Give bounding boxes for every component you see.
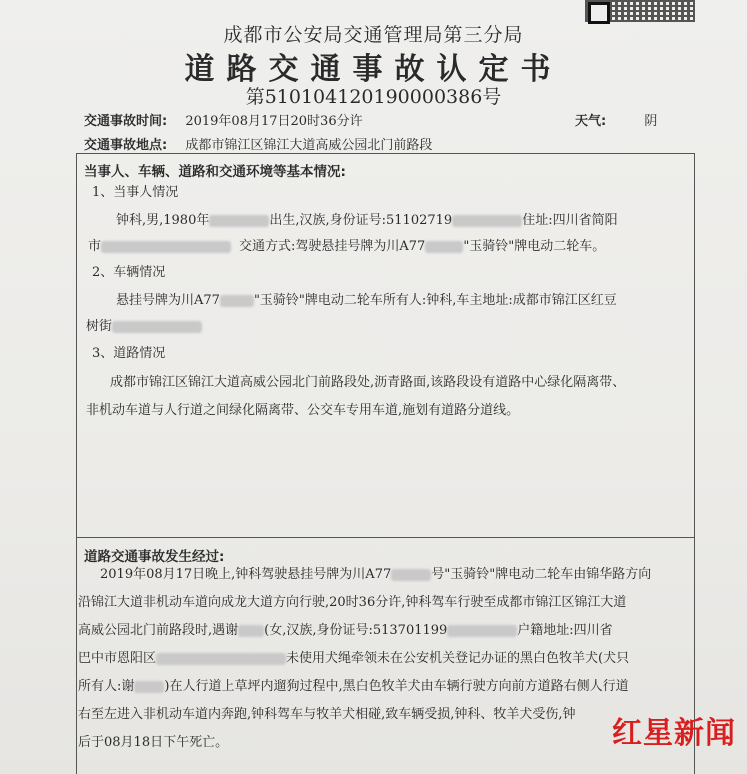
text: 所有人:谢 [78, 679, 135, 694]
text: 市 [88, 239, 102, 254]
weather-label: 天气: [575, 114, 607, 129]
text: 出生,汉族,身份证号:51102719 [269, 213, 453, 228]
section-divider [76, 537, 694, 538]
text: 住址:四川省简阳 [522, 213, 618, 228]
basic-heading: 当事人、车辆、道路和交通环境等基本情况: [84, 164, 346, 180]
redaction [101, 241, 231, 253]
text: 高威公园北门前路段时,遇谢 [78, 623, 239, 638]
weather-row [575, 110, 657, 129]
accident-line1 [100, 562, 651, 588]
redaction [156, 653, 286, 665]
sec3-title: 3、道路情况 [92, 346, 166, 361]
text: 巴中市恩阳区 [78, 651, 157, 666]
sec1-line1 [116, 208, 618, 234]
sec3-line2: 非机动车道与人行道之间绿化隔离带、公交车专用车道,施划有道路分道线。 [86, 403, 520, 418]
text: 钟科,男,1980年 [116, 213, 210, 228]
text: 树街 [86, 319, 113, 334]
text: 号"玉骑铃"牌电动二轮车由锦华路方向 [431, 567, 652, 582]
redaction [452, 215, 522, 227]
redaction [447, 625, 517, 637]
text: 户籍地址:四川省 [517, 623, 613, 638]
watermark-brand: 红星新闻 [612, 716, 736, 751]
sec1-title: 1、当事人情况 [92, 185, 179, 200]
place-label: 交通事故地点: [84, 138, 168, 153]
accident-line4 [78, 646, 629, 672]
text: "玉骑铃"牌电动二轮车。 [463, 239, 606, 254]
redaction [134, 681, 164, 693]
time-row [84, 110, 363, 129]
sec3-line1: 成都市锦江区锦江大道高威公园北门前路段处,沥青路面,该路段设有道路中心绿化隔离带、 [110, 375, 626, 390]
sec2-title: 2、车辆情况 [92, 265, 166, 280]
text: 交通方式:驾驶悬挂号牌为川A77 [239, 239, 426, 254]
table-top-border [76, 153, 694, 154]
document-number: 第510104120190000386号 [245, 86, 502, 108]
place-row [84, 134, 432, 153]
text: (女,汉族,身份证号:513701199 [264, 623, 448, 638]
text: )在人行道上草坪内遛狗过程中,黑白色牧羊犬由车辆行驶方向前方道路右侧人行道 [164, 679, 629, 694]
text: 未使用犬绳牵领未在公安机关登记办证的黑白色牧羊犬(犬只 [286, 651, 630, 666]
redaction [209, 215, 269, 227]
table-left-border [76, 153, 77, 774]
time-label: 交通事故时间: [84, 114, 168, 129]
text: 2019年08月17日晚上,钟科驾驶悬挂号牌为川A77 [100, 567, 392, 582]
table-right-border [694, 153, 695, 774]
accident-line5 [78, 674, 629, 700]
accident-line3 [78, 618, 613, 644]
accident-line7: 后于08月18日下午死亡。 [78, 735, 229, 750]
time-value: 2019年08月17日20时36分许 [185, 114, 363, 129]
sec2-line2 [86, 314, 202, 340]
accident-heading: 道路交通事故发生经过: [84, 549, 225, 565]
text: "玉骑铃"牌电动二轮车所有人:钟科,车主地址:成都市锦江区红豆 [253, 293, 617, 308]
weather-value: 阴 [644, 114, 658, 129]
watermark-logo [612, 708, 747, 774]
redaction [220, 295, 254, 307]
redaction [112, 321, 202, 333]
redaction [238, 625, 264, 637]
agency-name: 成都市公安局交通管理局第三分局 [223, 24, 524, 46]
sec1-line2 [88, 234, 605, 260]
accident-line2: 沿锦江大道非机动车道向成龙大道方向行驶,20时36分许,钟科驾车行驶至成都市锦江区锦江大道 [78, 595, 627, 610]
place-value: 成都市锦江区锦江大道高威公园北门前路段 [185, 138, 433, 153]
accident-line6: 右至左进入非机动车道内奔跑,钟科驾车与牧羊犬相碰,致车辆受损,钟科、牧羊犬受伤,钟 [78, 707, 576, 722]
sec2-line1 [116, 288, 617, 314]
text: 悬挂号牌为川A77 [116, 293, 220, 308]
redaction [425, 241, 463, 253]
document-title: 道路交通事故认定书 [184, 52, 563, 87]
redaction [391, 569, 431, 581]
